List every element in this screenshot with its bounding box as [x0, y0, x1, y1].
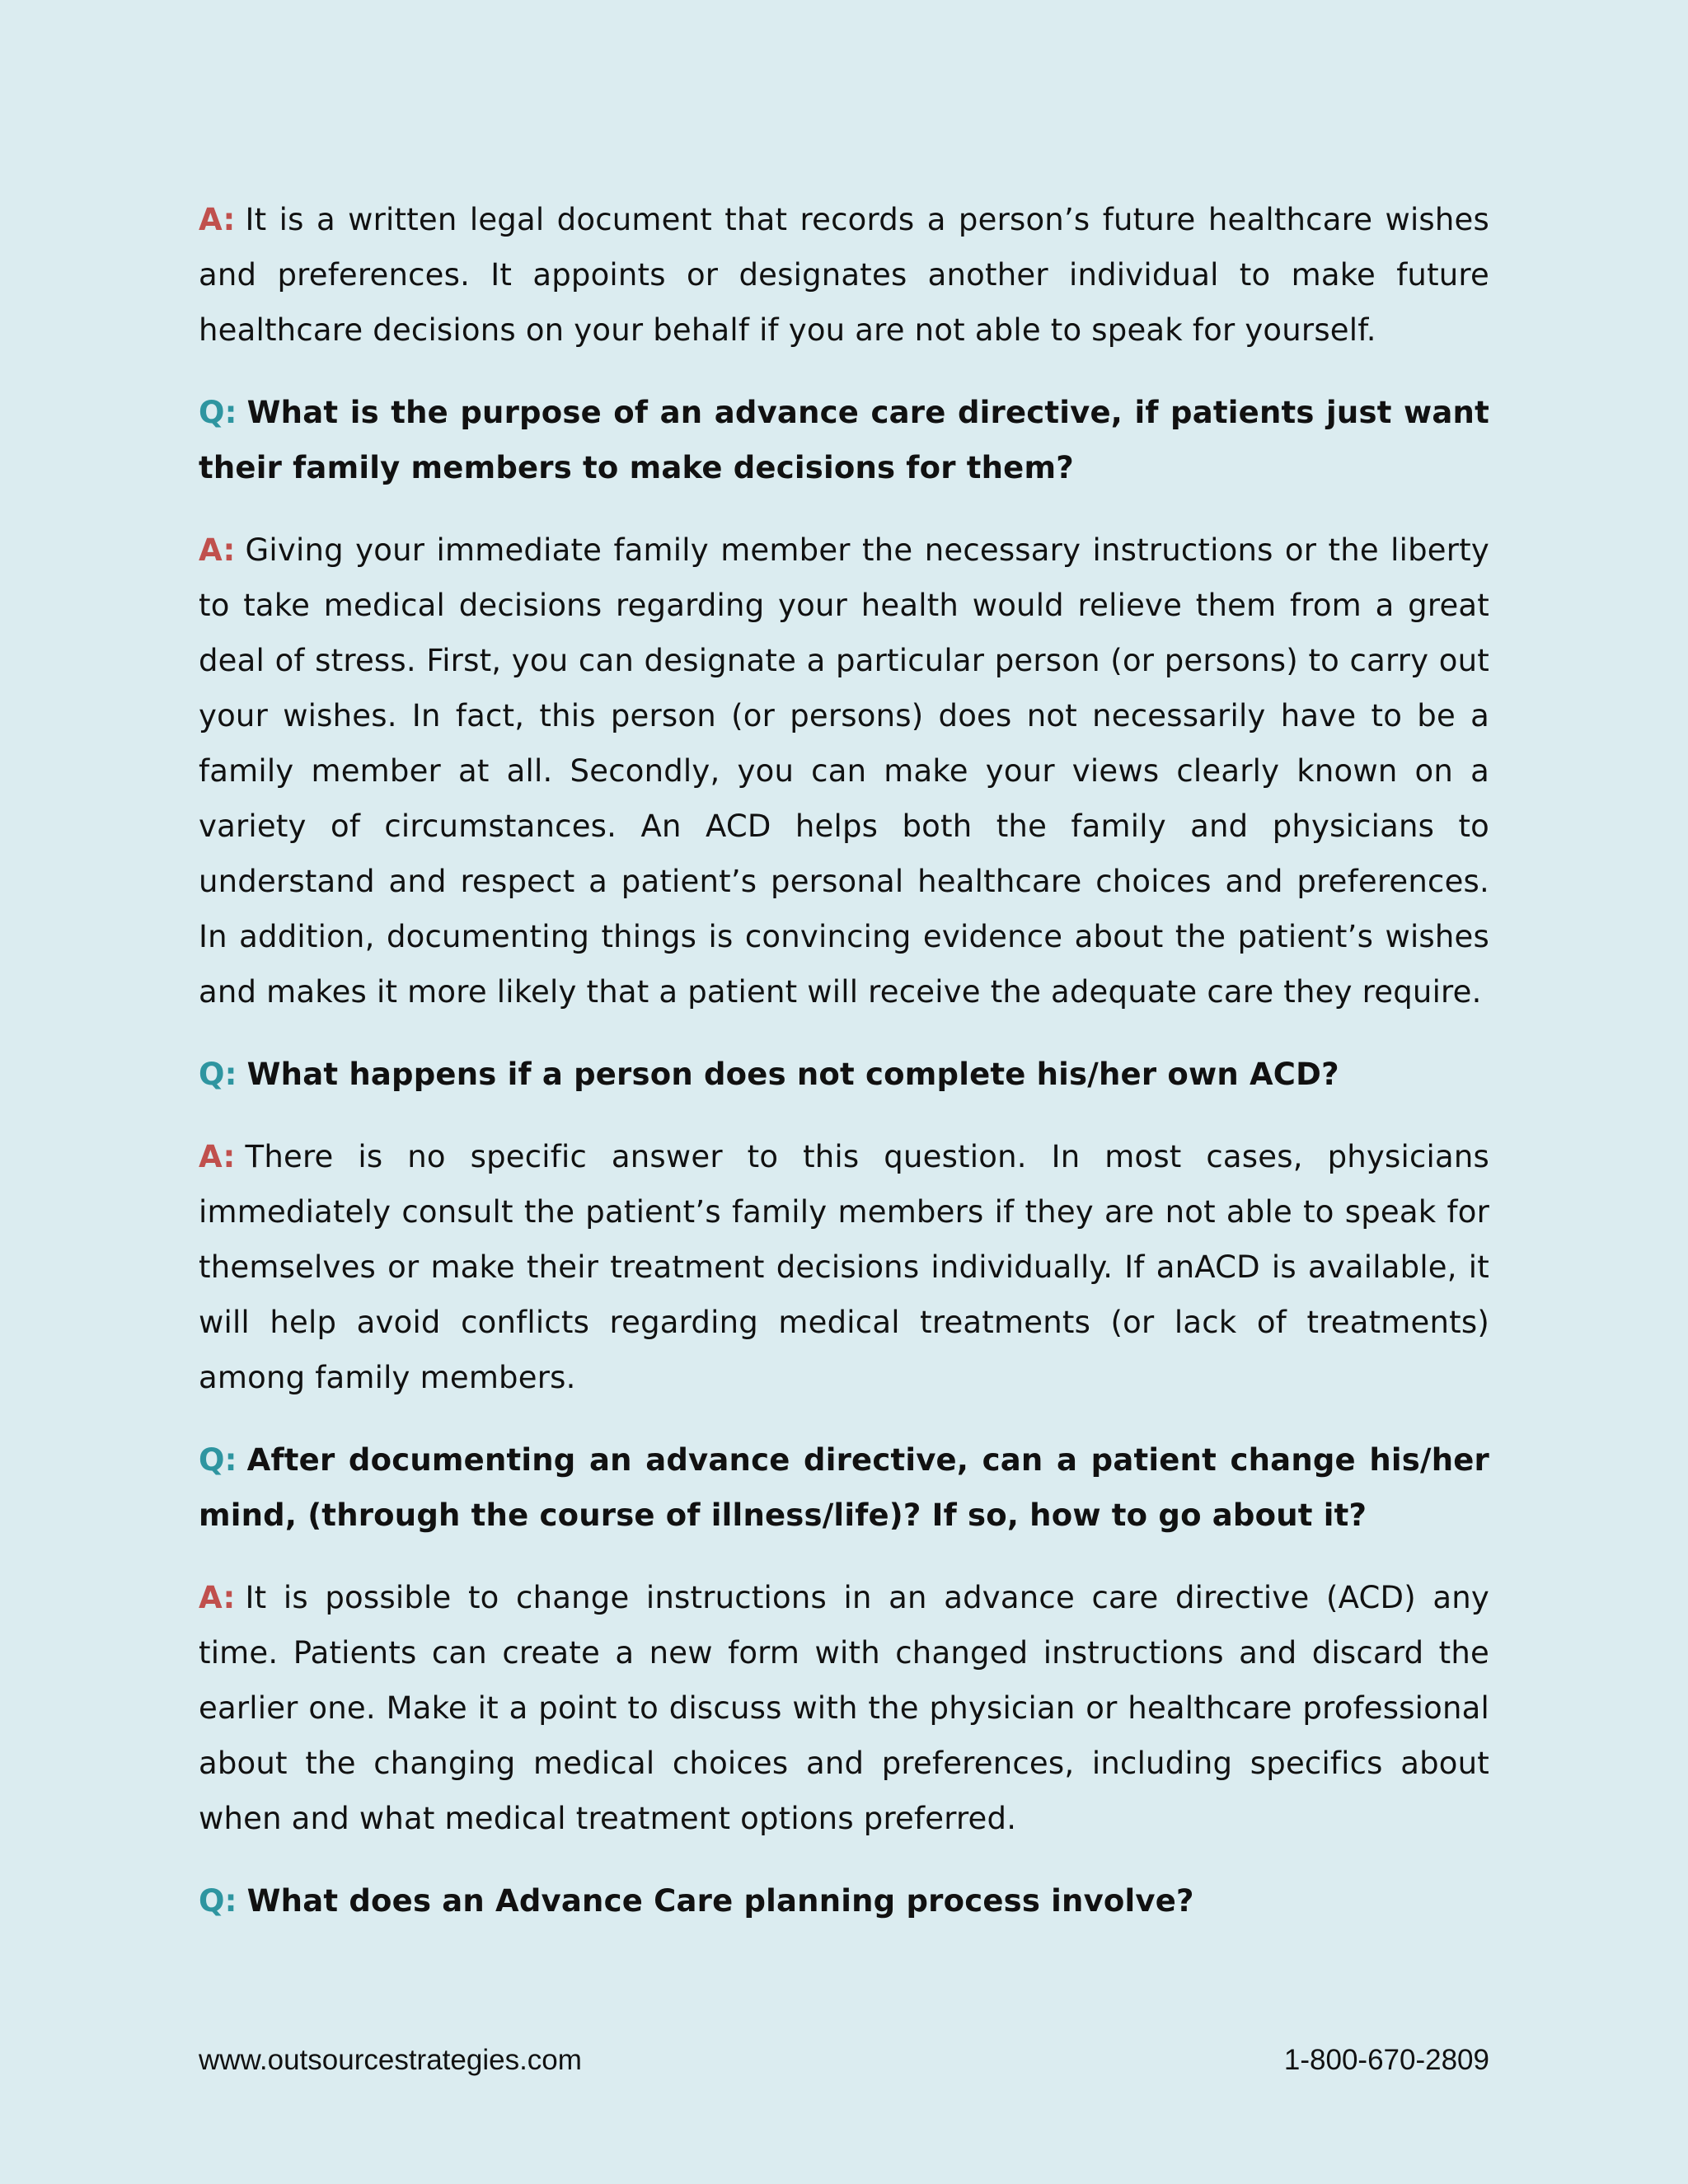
question-label: Q:: [199, 1883, 237, 1919]
question-label: Q:: [199, 1442, 237, 1478]
question-1: [199, 385, 1489, 495]
answer-text: Giving your immediate family member the necessary instructions or the liberty to take medical decisions regarding your health would relieve them from a great deal of stress. First, you can designate a particular person (or persons) to carry out your wishes. In fact, this person (or persons) does not necessarily have to be a family member at all. Secondly, you can make your views clearly known on a variety of circumstances. An ACD helps both the family and physicians to understand and respect a patient’s personal healthcare choices and preferences. In addition, documenting things is convincing evidence about the patient’s wishes and makes it more likely that a patient will receive the adequate care they require.: [199, 532, 1489, 1010]
question-2: [199, 1047, 1489, 1102]
question-label: Q:: [199, 395, 237, 430]
answer-label: A:: [199, 1139, 236, 1174]
footer-website-link[interactable]: www.outsourcestrategies.com: [199, 2044, 582, 2076]
question-label: Q:: [199, 1057, 237, 1092]
question-text: What is the purpose of an advance care directive, if patients just want their family members to make decisions for them?: [199, 395, 1489, 485]
answer-3: [199, 1129, 1489, 1405]
question-3: [199, 1432, 1489, 1543]
question-text: What happens if a person does not complete his/her own ACD?: [246, 1057, 1339, 1092]
answer-text: There is no specific answer to this question. In most cases, physicians immediately consult the patient’s family members if they are not able to speak for themselves or make their treatment decisions individually. If anACD is available, it will help avoid conflicts regarding medical treatments (or lack of treatments) among family members.: [199, 1139, 1489, 1395]
answer-text: It is possible to change instructions in an advance care directive (ACD) any time. Patients can create a new form with changed instructions and discard the earlier one. Make it a point to discuss with the physician or healthcare professional about the changing medical choices and preferences, including specifics about when and what medical treatment options preferred.: [199, 1580, 1489, 1836]
answer-text: It is a written legal document that records a person’s future healthcare wishes and preferences. It appoints or designates another individual to make future healthcare decisions on your behalf if you are not able to speak for yourself.: [199, 202, 1489, 348]
answer-4: [199, 1570, 1489, 1846]
answer-label: A:: [199, 202, 236, 237]
answer-2: [199, 523, 1489, 1019]
answer-label: A:: [199, 532, 236, 568]
answer-1: [199, 192, 1489, 358]
document-body: [199, 192, 1489, 1956]
footer-phone-number: 1-800-670-2809: [1283, 2044, 1489, 2076]
question-text: After documenting an advance directive, can a patient change his/her mind, (through the course of illness/life)? If so, how to go about it?: [199, 1442, 1489, 1533]
question-text: What does an Advance Care planning process involve?: [246, 1883, 1194, 1919]
answer-label: A:: [199, 1580, 236, 1615]
question-4: [199, 1873, 1489, 1929]
